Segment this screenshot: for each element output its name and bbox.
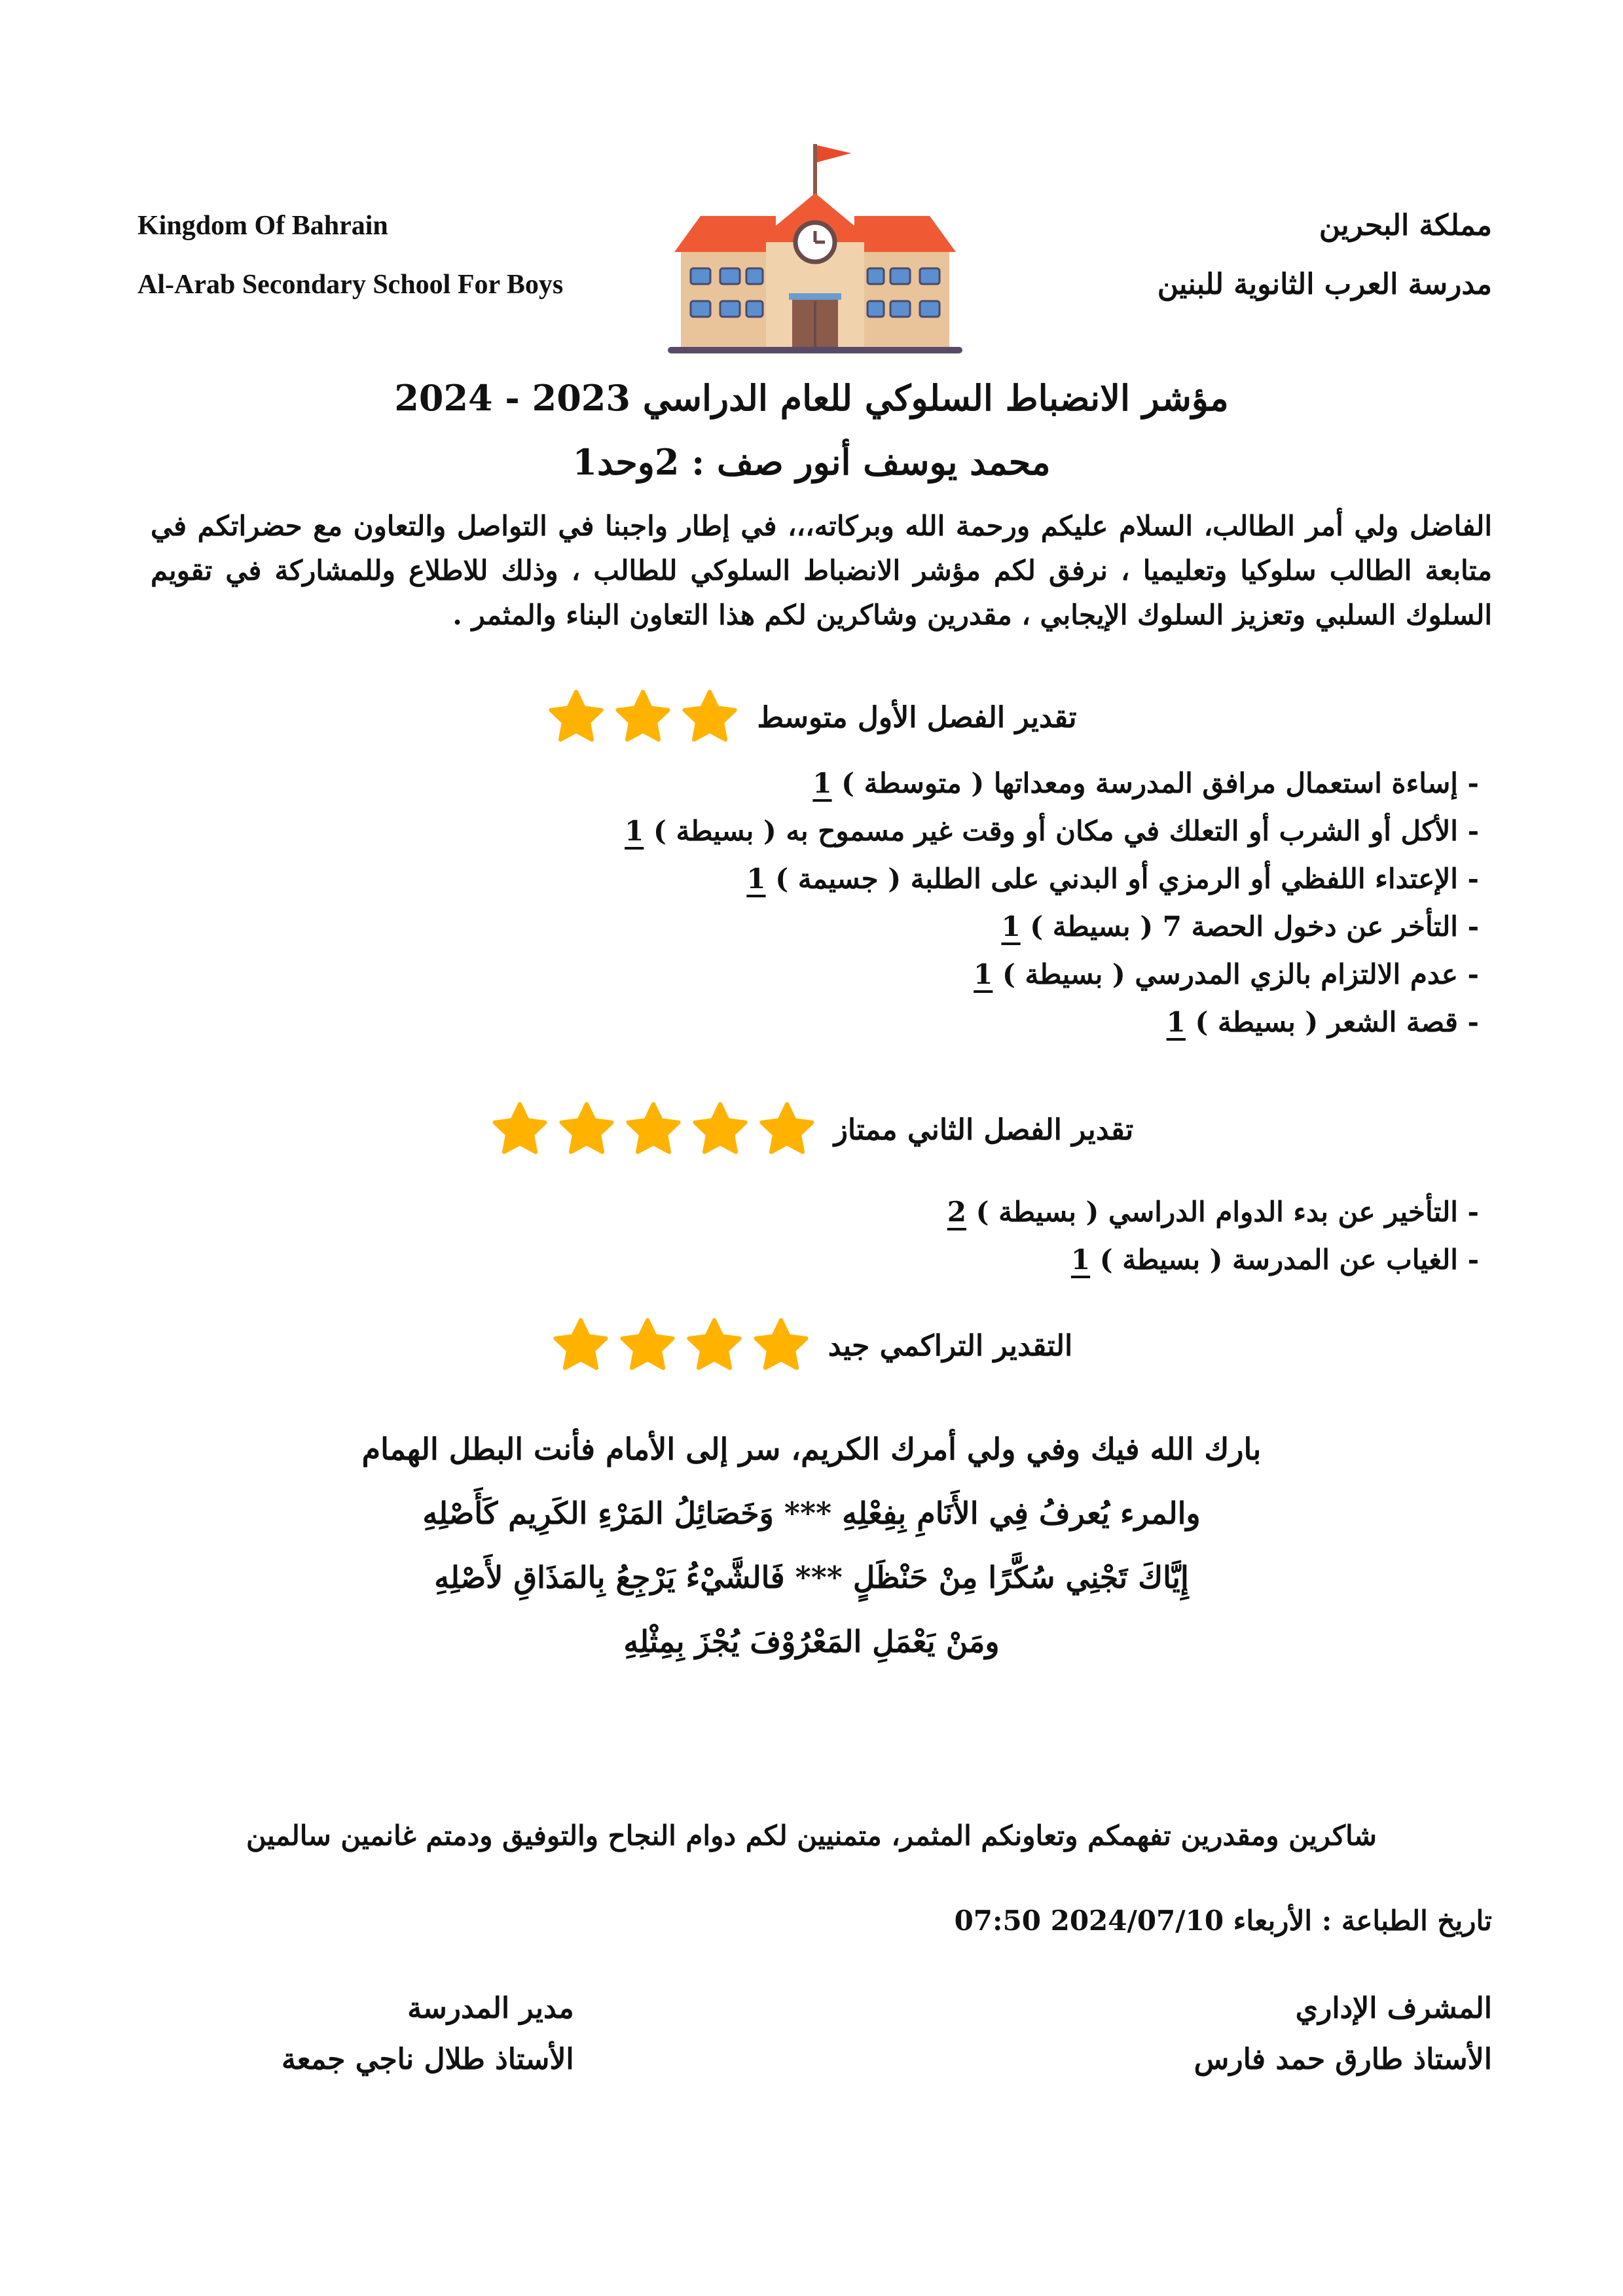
semester2-label: تقدير الفصل الثاني ممتاز bbox=[833, 1113, 1134, 1147]
signature-name: الأستاذ طارق حمد فارس bbox=[1194, 2043, 1492, 2076]
list-item bbox=[625, 807, 1479, 855]
violation-count: 1 bbox=[812, 767, 832, 799]
semester2-rating bbox=[0, 1100, 1623, 1160]
violation-count: 1 bbox=[746, 863, 766, 895]
cumulative-rating bbox=[0, 1316, 1623, 1376]
header-english-school: Al-Arab Secondary School For Boys bbox=[137, 270, 564, 300]
violation-text: - قصة الشعر ( بسيطة ) bbox=[1195, 1006, 1479, 1038]
signature-principal bbox=[282, 1983, 574, 2085]
verse-line: ومَنْ يَعْمَلِ المَعْرُوْفَ يُجْزَ بِمِثْلِهِ bbox=[623, 1624, 1000, 1659]
semester1-violations bbox=[625, 759, 1479, 1046]
intro-paragraph: الفاضل ولي أمر الطالب، السلام عليكم ورحمة الله وبركاته،،، في إطار واجبنا في التواصل والتعاون مع حضراتكم في متابعة الطالب سلوكيا وتعليميا ، نرفق لكم مؤشر الانضباط السلوكي للطالب ، وذلك للاطلاع وللمشاركة في تقويم السلوك السلبي وتعزيز السلوك الإيجابي ، مقدرين وشاكرين لكم هذا التعاون البناء والمثمر . bbox=[151, 510, 1492, 631]
verse-line: والمرء يُعرفُ فِي الأَنَامِ بِفِعْلِهِ *** وَخَصَائِلُ المَرْءِ الكَرِيم كَأَصْلِهِ bbox=[422, 1496, 1201, 1531]
closing-text: شاكرين ومقدرين تفهمكم وتعاونكم المثمر، متمنيين لكم دوام النجاح والتوفيق ودمتم غانمين سالمين bbox=[246, 1820, 1377, 1852]
signature-name: الأستاذ طلال ناجي جمعة bbox=[282, 2043, 574, 2076]
signature-supervisor bbox=[1194, 1983, 1492, 2085]
list-item bbox=[947, 1236, 1479, 1283]
verse-line: إِيَّاكَ تَجْنِي سُكَّرًا مِنْ حَنْظَلٍ *** فَالشَّيْءُ يَرْجِعُ بِالمَذَاقِ لأَصْلِهِ bbox=[434, 1560, 1189, 1595]
header-arabic bbox=[1158, 196, 1492, 314]
star-icon bbox=[757, 1100, 817, 1160]
violation-count: 1 bbox=[1166, 1006, 1186, 1038]
star-icon bbox=[684, 1316, 744, 1376]
violation-count: 1 bbox=[1070, 1244, 1091, 1276]
violation-count: 1 bbox=[974, 958, 993, 990]
print-date: تاريخ الطباعة : الأربعاء 2024/07/10 07:50 bbox=[954, 1905, 1492, 1937]
semester1-label: تقدير الفصل الأول متوسط bbox=[757, 700, 1077, 734]
verse-block bbox=[0, 1417, 1623, 1674]
violation-text: - إساءة استعمال مرافق المدرسة ومعداتها ( متوسطة ) bbox=[841, 767, 1479, 799]
star-icon bbox=[556, 1100, 617, 1160]
violation-text: - الإعتداء اللفظي أو الرمزي أو البدني على الطلبة ( جسيمة ) bbox=[775, 863, 1479, 895]
header-english bbox=[137, 196, 563, 314]
signature-title: مدير المدرسة bbox=[407, 1992, 574, 2025]
list-item bbox=[625, 950, 1479, 998]
page-title: مؤشر الانضباط السلوكي للعام الدراسي 2023 - 2024 bbox=[394, 377, 1229, 419]
star-icon bbox=[751, 1316, 811, 1376]
star-icon bbox=[551, 1316, 611, 1376]
star-icon bbox=[613, 687, 673, 747]
list-item bbox=[947, 1188, 1479, 1236]
violation-text: - عدم الالتزام بالزي المدرسي ( بسيطة ) bbox=[1002, 958, 1479, 990]
list-item bbox=[625, 759, 1479, 807]
star-icon bbox=[546, 687, 606, 747]
star-icon bbox=[690, 1100, 750, 1160]
star-icon bbox=[623, 1100, 684, 1160]
semester1-rating bbox=[0, 687, 1623, 747]
list-item bbox=[625, 903, 1479, 950]
semester1-stars bbox=[546, 687, 740, 747]
violation-text: - الغياب عن المدرسة ( بسيطة ) bbox=[1099, 1244, 1479, 1276]
star-icon bbox=[617, 1316, 678, 1376]
star-icon bbox=[490, 1100, 550, 1160]
list-item bbox=[625, 855, 1479, 903]
cumulative-label: التقدير التراكمي جيد bbox=[828, 1329, 1073, 1363]
header-english-country: Kingdom Of Bahrain bbox=[137, 211, 388, 241]
student-info: محمد يوسف أنور صف : 2وحد1 bbox=[572, 441, 1051, 483]
violation-count: 1 bbox=[625, 815, 644, 847]
semester2-violations bbox=[947, 1188, 1479, 1283]
header-arabic-country: مملكة البحرين bbox=[1319, 209, 1492, 242]
semester2-stars bbox=[490, 1100, 817, 1160]
violation-count: 1 bbox=[1001, 910, 1021, 942]
signature-title: المشرف الإداري bbox=[1295, 1992, 1492, 2025]
violation-text: - التأخر عن دخول الحصة 7 ( بسيطة ) bbox=[1030, 910, 1479, 942]
violation-text: - الأكل أو الشرب أو التعلك في مكان أو وقت غير مسموح به ( بسيطة ) bbox=[653, 815, 1479, 847]
violation-count: 2 bbox=[947, 1196, 967, 1228]
cumulative-stars bbox=[551, 1316, 811, 1376]
violation-text: - التأخير عن بدء الدوام الدراسي ( بسيطة ) bbox=[976, 1196, 1479, 1228]
school-building-icon bbox=[661, 137, 969, 360]
verse-line: بارك الله فيك وفي ولي أمرك الكريم، سر إلى الأمام فأنت البطل الهمام bbox=[361, 1431, 1262, 1467]
list-item bbox=[625, 998, 1479, 1046]
star-icon bbox=[680, 687, 740, 747]
header-arabic-school: مدرسة العرب الثانوية للبنين bbox=[1157, 268, 1492, 301]
